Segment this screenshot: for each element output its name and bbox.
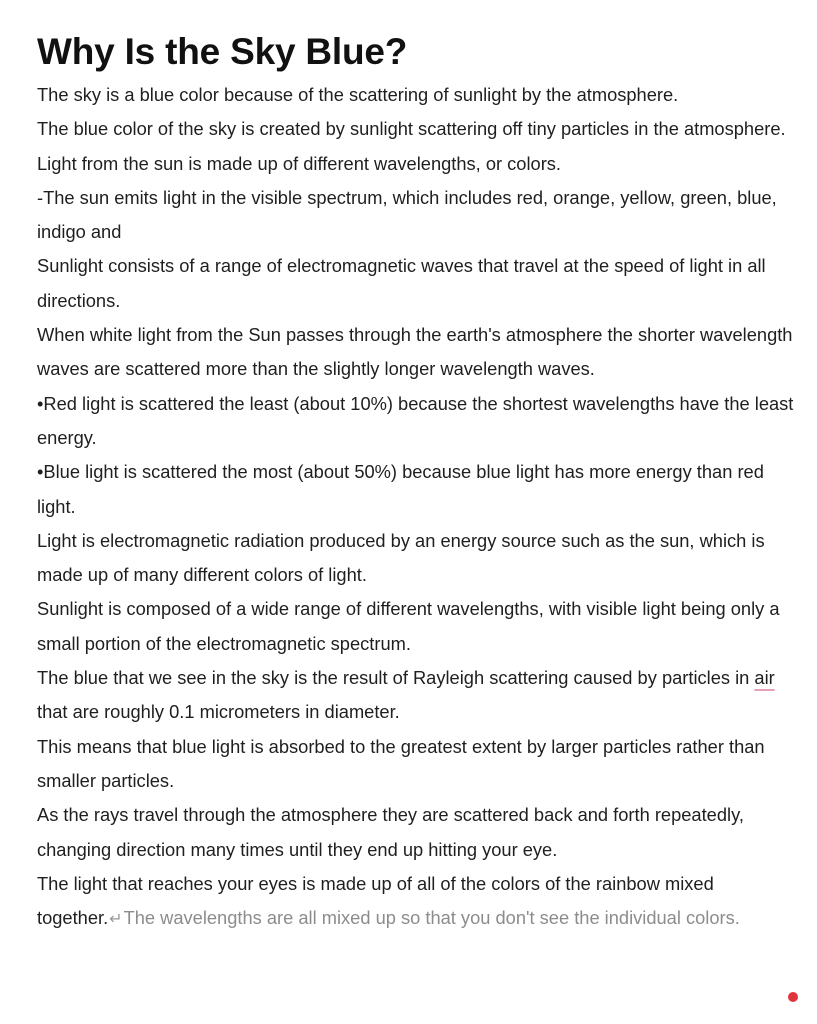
spellcheck-underlined-word[interactable]: air: [754, 667, 775, 689]
paragraph: As the rays travel through the atmosphere they are scattered back and forth repeatedly, changing direction many times until they end up hitting your eye.: [37, 804, 744, 860]
return-icon: ↵: [109, 911, 123, 929]
paragraph: This means that blue light is absorbed to the greatest extent by larger particles rather than smaller particles.: [37, 735, 765, 791]
paragraph: The blue color of the sky is created by sunlight scattering off tiny particles in the atmosphere.: [37, 118, 786, 140]
paragraph: Sunlight consists of a range of electromagnetic waves that travel at the speed of light in all directions.: [37, 255, 766, 311]
paragraph: •Red light is scattered the least (about 10%) because the shortest wavelengths have the least energy.: [37, 392, 794, 448]
status-indicator-dot: [788, 992, 798, 1002]
paragraph: The sky is a blue color because of the scattering of sunlight by the atmosphere.: [37, 84, 679, 105]
document[interactable]: [37, 28, 802, 937]
paragraph-text: that are roughly 0.1 micrometers in diameter.: [37, 701, 400, 723]
paragraph: When white light from the Sun passes through the earth's atmosphere the shorter wavelength waves are scattered more than the slightly longer wavelength waves.: [37, 324, 793, 380]
paragraph: Light is electromagnetic radiation produced by an energy source such as the sun, which is made up of many different colors of light.: [37, 529, 765, 586]
paragraph: [37, 661, 802, 730]
paragraph: [37, 867, 802, 938]
page-title: Why Is the Sky Blue?: [37, 31, 408, 72]
paragraph: Light from the sun is made up of different wavelengths, or colors.: [37, 152, 562, 174]
paragraph: -The sun emits light in the visible spectrum, which includes red, orange, yellow, green, blue, indigo and: [37, 186, 777, 243]
paragraph: Sunlight is composed of a wide range of different wavelengths, with visible light being only a small portion of the electromagnetic spectrum.: [37, 598, 780, 654]
autocomplete-suggestion[interactable]: The wavelengths are all mixed up so that you don't see the individual colors.: [123, 907, 740, 929]
paragraph-text: The blue that we see in the sky is the result of Rayleigh scattering caused by particles in: [37, 667, 755, 689]
document-body[interactable]: [37, 78, 802, 937]
paragraph: •Blue light is scattered the most (about 50%) because blue light has more energy than red light.: [37, 461, 764, 517]
paragraph-text: The light that reaches your eyes is made up of all of the colors of the rainbow mixed together.: [37, 872, 714, 929]
